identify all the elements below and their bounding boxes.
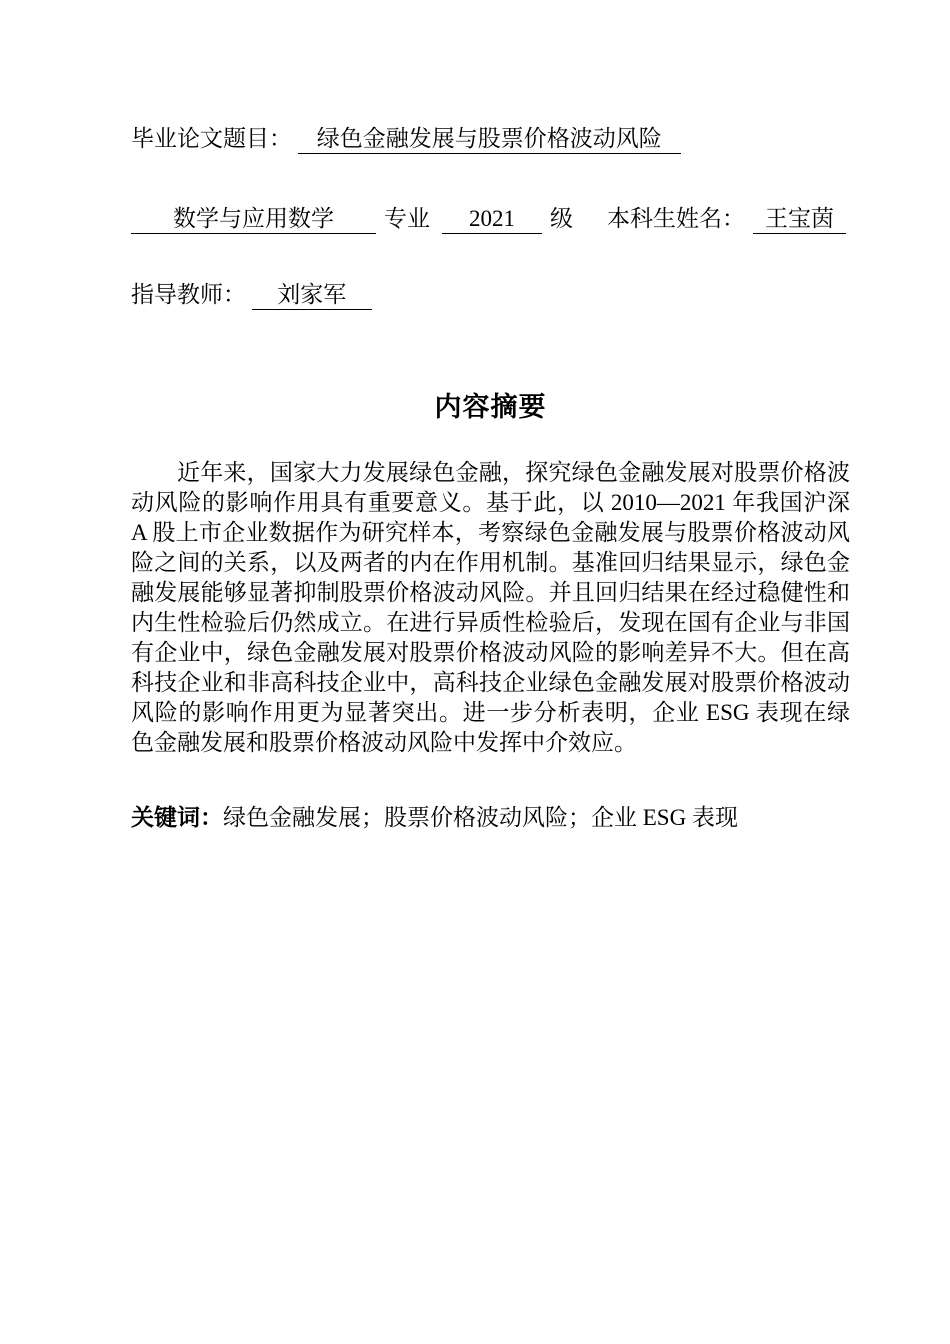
advisor-value: 刘家军: [252, 280, 372, 310]
major-label: 专业: [384, 206, 430, 231]
abstract-body: 近年来，国家大力发展绿色金融，探究绿色金融发展对股票价格波动风险的影响作用具有重要意义。基于此，以 2010—2021 年我国沪深 A 股上市企业数据作为研究样本，考察绿色金融发展与股票价格波动风险之间的关系，以及两者的内在作用机制。基准回归结果显示，绿色金融发展能够显著抑制股票价格波动风险。并且回归结果在经过稳健性和内生性检验后仍然成立。在进行异质性检验后，发现在国有企业与非国有企业中，绿色金融发展对股票价格波动风险的影响差异不大。但在高科技企业和非高科技企业中，高科技企业绿色金融发展对股票价格波动风险的影响作用更为显著突出。进一步分析表明，企业 ESG 表现在绿色金融发展和股票价格波动风险中发挥中介效应。: [131, 460, 850, 755]
keywords-line: [131, 802, 850, 833]
document-content: [131, 0, 850, 833]
advisor-label: 指导教师：: [131, 282, 246, 307]
keywords-label: 关键词：: [131, 804, 223, 830]
major-value: 数学与应用数学: [131, 204, 376, 234]
thesis-title-line: [131, 123, 850, 154]
student-name-value: 王宝茵: [753, 204, 846, 234]
advisor-line: [131, 279, 850, 310]
year-label: 级: [550, 206, 573, 231]
keywords-value: 绿色金融发展；股票价格波动风险；企业 ESG 表现: [223, 805, 738, 830]
major-student-line: [131, 203, 850, 234]
thesis-title-label: 毕业论文题目：: [131, 126, 292, 151]
year-value: 2021: [442, 204, 542, 234]
abstract-heading: 内容摘要: [434, 392, 547, 422]
student-name-label: 本科生姓名：: [607, 206, 745, 231]
thesis-title-value: 绿色金融发展与股票价格波动风险: [298, 124, 681, 154]
